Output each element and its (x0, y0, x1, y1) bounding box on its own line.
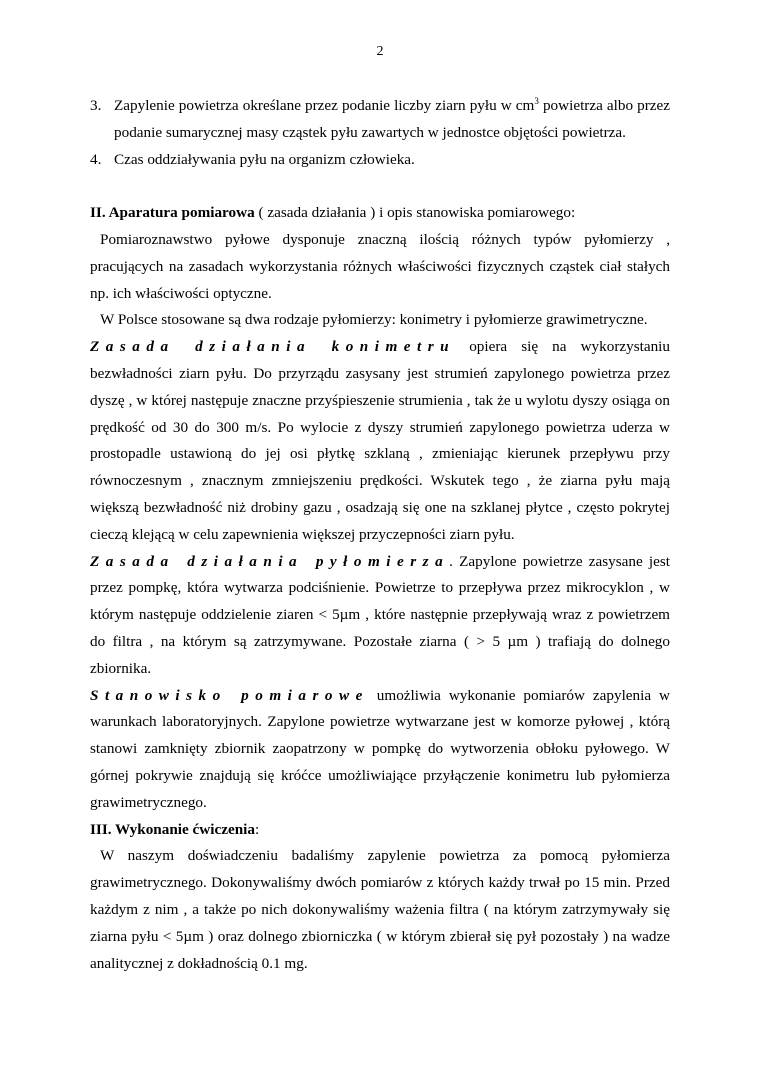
paragraph-stanowisko: Stanowisko pomiarowe umożliwia wykonanie pomiarów zapylenia w warunkach laboratoryjnych. Zapylone powietrze wytwarzane jest w komorze pyłowej , którą stanowi zamknięty zbiornik zaopatrzony w pompkę do wytworzenia obłoku pyłowego. W górnej pokrywie znajdują się króćce umożliwiające przyłączenie konimetru lub pyłomierza grawimetrycznego. (90, 686, 671, 811)
spaced-title: Zasada działania pyłomierza (90, 552, 450, 570)
section-title: III. Wykonanie ćwiczenia (90, 820, 255, 838)
page-number: 2 (376, 44, 384, 59)
list-text: Czas oddziaływania pyłu na organizm człowieka. (114, 150, 415, 168)
paragraph: Pomiaroznawstwo pyłowe dysponuje znaczną ilością różnych typów pyłomierzy , pracujących na zasadach wykorzystania różnych właściwości fizycznych cząstek ciał stałych np. ich właściwości optyczne. (90, 230, 670, 302)
paragraph: W naszym doświadczeniu badaliśmy zapylenie powietrza za pomocą pyłomierza grawimetrycznego. Dokonywaliśmy dwóch pomiarów z których każdy trwał po 15 min. Przed każdym z nim , a także po nich dokonywaliśmy ważenia filtra ( na którym zatrzymywały się ziarna pyłu < 5µm ) oraz dolnego zbiorniczka ( w którym zbierał się pył pozostały ) na wadze analitycznej z dokładnością 0.1 mg. (90, 847, 670, 972)
paragraph-pylomierz: Zasada działania pyłomierza. Zapylone powietrze zasysane jest przez pompkę, która wytwarza podciśnienie. Powietrze to przepływa przez mikrocyklon , w którym następuje oddzielenie ziaren < 5µm , które następnie przepływają wraz z powietrzem do filtra , na którym są zatrzymywane. Pozostałe ziarna ( > 5 µm ) trafiają do dolnego zbiornika. (90, 552, 670, 677)
spaced-title: Zasada działania konimetru (90, 338, 456, 356)
document-body: 3. Zapylenie powietrza określane przez podanie liczby ziarn pyłu w $cm^3$ powietrza albo przez podanie sumarycznej masy cząstek pyłu zawartych w jednostce objętości powietrza. 4. Czas oddziaływania pyłu na organizm człowieka. II. Aparatura pomiarowa ( zasada działania ) i opis stanowiska pomiarowego: Pomiaroznawstwo pyłowe dysponuje znaczną ilością różnych typów pyłomierzy , pracujących na zasadach wykorzystania różnych właściwości fizycznych cząstek ciał stałych np. ich właściwości optyczne. W Polsce stosowane są dwa rodzaje pyłomierzy: konimetry i pyłomierze grawimetryczne. Zasada działania konimetru opiera się na wykorzystaniu bezwładności ziarn pyłu. Do przyrządu zasysany jest strumień zapylonego powietrza przez dyszę , w której następuje znaczne przyśpieszenie strumienia , tak że u wylotu dyszy osiąga on prędkość od 30 do 300 m/s. Po wylocie z dyszy strumień zapylonego powietrza uderza w prostopadle ustawioną do jej osi płytkę szklaną , zmieniając kierunek przepływu przy równoczesnym , znacznym zmniejszeniu prędkości. Wskutek tego , że ziarna pyłu mają większą bezwładność niż drobiny gazu , osadzają się one na szklanej płytce , często pokrytej cieczą klejącą w celu zapewnienia większej przyczepności ziarn pyłu. Zasada działania pyłomierza. Zapylone powietrze zasysane jest przez pompkę, która wytwarza podciśnienie. Powietrze to przepływa przez mikrocyklon , w którym następuje oddzielenie ziaren < 5µm , które następnie przepływają wraz z powietrzem do filtra , na którym są zatrzymywane. Pozostałe ziarna ( > 5 µm ) trafiają do dolnego zbiornika. Stanowisko pomiarowe umożliwia wykonanie pomiarów zapylenia w warunkach laboratoryjnych. Zapylone powietrze wytwarzane jest w komorze pyłowej , którą stanowi zamknięty zbiornik zaopatrzony w pompkę do wytworzenia obłoku pyłowego. W górnej pokrywie znajdują się króćce umożliwiające przyłączenie konimetru lub pyłomierza grawimetrycznego. III. Wykonanie ćwiczenia: W naszym doświadczeniu badaliśmy zapylenie powietrza za pomocą pyłomierza grawimetrycznego. Dokonywaliśmy dwóch pomiarów z których każdy trwał po 15 min. Przed każdym z nim , a także po nich dokonywaliśmy ważenia filtra ( na którym zatrzymywały się ziarna pyłu < 5µm ) oraz dolnego zbiorniczka ( w którym zbierał się pył pozostały ) na wadze analitycznej z dokładnością 0.1 mg. (90, 93, 670, 977)
paragraph: W Polsce stosowane są dwa rodzaje pyłomierzy: konimetry i pyłomierze grawimetryczne. (100, 311, 648, 329)
list-text: Zapylenie powietrza określane przez podanie liczby ziarn pyłu w $cm^3$ powietrza albo przez podanie sumarycznej masy cząstek pyłu zawartych w jednostce objętości powietrza. (114, 96, 670, 141)
paragraph-konimetr: Zasada działania konimetru opiera się na wykorzystaniu bezwładności ziarn pyłu. Do przyrządu zasysany jest strumień zapylonego powietrza przez dyszę , w której następuje znaczne przyśpieszenie strumienia , tak że u wylotu dyszy osiąga on prędkość od 30 do 300 m/s. Po wylocie z dyszy strumień zapylonego powietrza uderza w prostopadle ustawioną do jej osi płytkę szklaną , zmieniając kierunek przepływu przy równoczesnym , znacznym zmniejszeniu prędkości. Wskutek tego , że ziarna pyłu mają większą bezwładność niż drobiny gazu , osadzają się one na szklanej płytce , często pokrytej cieczą klejącą w celu zapewnienia większej przyczepności ziarn pyłu. (90, 338, 670, 543)
list-item (90, 93, 670, 147)
list-number: 3. (90, 97, 102, 114)
section-title: II. Aparatura pomiarowa (90, 204, 255, 222)
spaced-title: Stanowisko pomiarowe (90, 686, 369, 704)
list-item (90, 147, 670, 174)
list-number: 4. (90, 150, 102, 168)
